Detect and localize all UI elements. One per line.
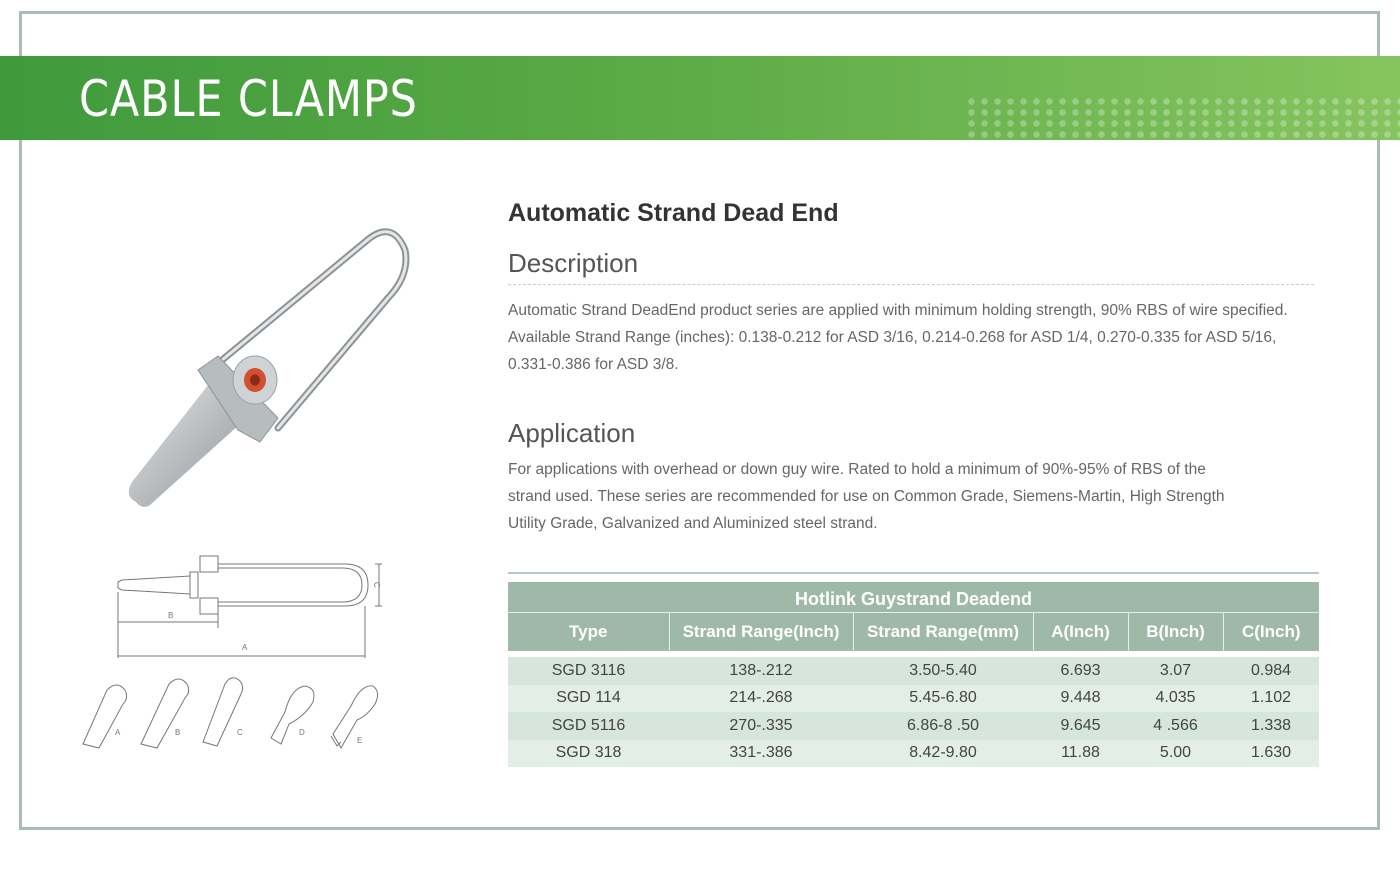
header-strand-range-mm: Strand Range(mm) (853, 613, 1033, 652)
cell-a: 9.645 (1033, 712, 1128, 740)
description-line: Automatic Strand DeadEnd product series are applied with minimum holding strength, 90% RBS of wire specified. (508, 302, 1288, 319)
product-title: Automatic Strand Dead End (508, 199, 839, 227)
description-heading: Description (508, 248, 639, 278)
header-a-inch: A(Inch) (1033, 613, 1128, 652)
banner-dot-pattern (965, 96, 1400, 140)
product-photo (110, 220, 430, 520)
cell-strand-mm: 5.45-6.80 (853, 685, 1033, 713)
banner-title: CABLE CLAMPS (79, 70, 418, 128)
dimension-c-label: C (372, 582, 381, 588)
cell-c: 1.102 (1223, 685, 1319, 713)
cell-strand-inch: 138-.212 (669, 657, 853, 685)
description-line: Available Strand Range (inches): 0.138-0.212 for ASD 3/16, 0.214-0.268 for ASD 1/4, 0.270-0.335 for ASD 5/16, (508, 329, 1277, 346)
cell-c: 0.984 (1223, 657, 1319, 685)
table-row (508, 712, 1319, 740)
cell-type: SGD 114 (508, 685, 669, 713)
tip-variants (75, 672, 395, 757)
cell-strand-inch: 270-.335 (669, 712, 853, 740)
spec-table (508, 572, 1319, 767)
cell-b: 4 .566 (1128, 712, 1223, 740)
application-text (508, 456, 1225, 537)
table-caption: Hotlink Guystrand Deadend (508, 582, 1319, 612)
table-row (508, 740, 1319, 768)
cell-strand-mm: 3.50-5.40 (853, 657, 1033, 685)
cell-a: 6.693 (1033, 657, 1128, 685)
table-row (508, 685, 1319, 713)
cell-b: 4.035 (1128, 685, 1223, 713)
table-row (508, 657, 1319, 685)
cell-b: 5.00 (1128, 740, 1223, 768)
header-b-inch: B(Inch) (1128, 613, 1223, 652)
header-strand-range-inch: Strand Range(Inch) (669, 613, 853, 652)
table-header-row (508, 613, 1319, 652)
application-line: Utility Grade, Galvanized and Aluminized steel strand. (508, 515, 878, 532)
cell-type: SGD 5116 (508, 712, 669, 740)
tip-b-label: B (175, 728, 181, 737)
cell-b: 3.07 (1128, 657, 1223, 685)
description-divider (508, 284, 1314, 285)
dimension-drawing (110, 550, 400, 665)
application-line: strand used. These series are recommended for use on Common Grade, Siemens-Martin, High Strength (508, 488, 1225, 505)
cell-strand-mm: 8.42-9.80 (853, 740, 1033, 768)
application-heading: Application (508, 418, 636, 448)
dimension-b-label: B (168, 611, 174, 620)
header-type: Type (508, 613, 669, 652)
cell-strand-mm: 6.86-8 .50 (853, 712, 1033, 740)
description-text (508, 297, 1288, 378)
cell-a: 11.88 (1033, 740, 1128, 768)
tip-d-label: D (299, 728, 305, 737)
header-banner (0, 56, 1400, 140)
cell-strand-inch: 214-.268 (669, 685, 853, 713)
cell-strand-inch: 331-.386 (669, 740, 853, 768)
dimension-a-label: A (242, 643, 248, 652)
cell-type: SGD 3116 (508, 657, 669, 685)
tip-a-label: A (115, 728, 121, 737)
cell-c: 1.338 (1223, 712, 1319, 740)
cell-c: 1.630 (1223, 740, 1319, 768)
header-c-inch: C(Inch) (1223, 613, 1319, 652)
tip-e-label: E (357, 736, 363, 745)
description-line: 0.331-0.386 for ASD 3/8. (508, 356, 679, 373)
application-line: For applications with overhead or down guy wire. Rated to hold a minimum of 90%-95% of RBS of the (508, 461, 1206, 478)
tip-c-label: C (237, 728, 243, 737)
cell-type: SGD 318 (508, 740, 669, 768)
table-top-rule (508, 572, 1319, 574)
cell-a: 9.448 (1033, 685, 1128, 713)
